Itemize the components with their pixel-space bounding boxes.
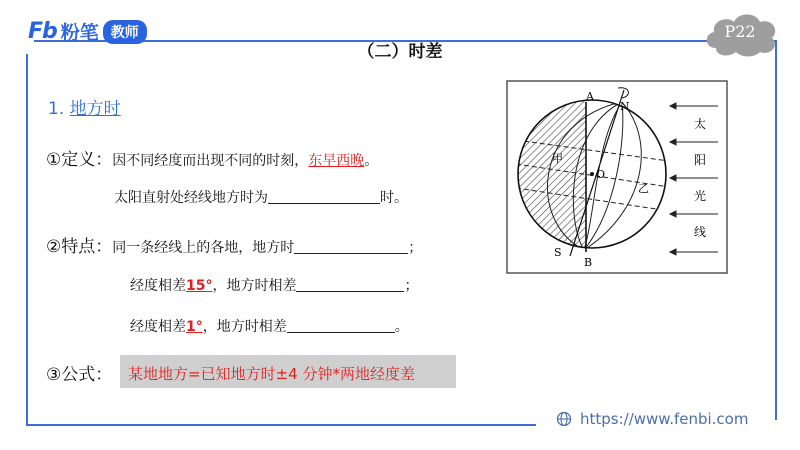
feature-line2-end: ； (404, 278, 419, 294)
sunlight-char-3: 光 (693, 189, 707, 203)
globe-icon (556, 411, 572, 427)
brand-mark: Fb (28, 19, 57, 44)
feature-line3-value: 1° (186, 319, 203, 335)
definition-row (46, 145, 378, 170)
label-s: S (554, 246, 562, 259)
frame-right-line (775, 40, 777, 420)
feature-row-1 (46, 232, 422, 257)
feature-line2-value: 15° (186, 278, 213, 294)
feature-marker: ②特点： (46, 237, 113, 257)
feature-line3-blank[interactable] (287, 318, 395, 333)
sun-line-row (114, 187, 408, 207)
section-title: 地方时 (69, 99, 121, 119)
feature-row-2 (130, 275, 418, 295)
section-heading (48, 94, 121, 119)
feature-line3-before: 经度相差 (130, 319, 186, 335)
feature-line2-blank[interactable] (296, 277, 404, 292)
definition-end: 。 (364, 153, 379, 169)
feature-line2-before: 经度相差 (130, 278, 186, 294)
label-n: N (620, 100, 630, 113)
footer-url-text: https://www.fenbi.com (580, 410, 749, 428)
formula-text: 某地地方=已知地方时±4 分钟*两地经度差 (128, 365, 415, 383)
sun-line-after: 时。 (380, 190, 408, 206)
feature-line3-middle: ，地方时相差 (202, 319, 287, 335)
definition-marker: ①定义： (46, 150, 113, 170)
sunlight-char-4: 线 (693, 225, 707, 239)
label-yi: 乙 (638, 182, 649, 195)
footer-url[interactable] (556, 410, 748, 428)
feature-line3-end: 。 (394, 319, 409, 335)
brand-badge: 教师 (103, 20, 147, 44)
page-number: P22 (724, 22, 756, 41)
label-b: B (584, 256, 593, 269)
sun-line-blank[interactable] (268, 189, 380, 204)
label-o: O (596, 168, 606, 181)
feature-row-3 (130, 316, 409, 336)
sunlight-char-2: 阳 (693, 153, 707, 167)
section-number: 1. (48, 99, 65, 119)
feature-line1-blank[interactable] (294, 239, 408, 254)
sun-line-before: 太阳直射处经线地方时为 (114, 190, 268, 206)
definition-text: 因不同经度而出现不同的时刻， (112, 153, 309, 169)
label-jia: 甲 (552, 152, 563, 165)
page-title: （二）时差 (357, 42, 443, 62)
formula-marker: ③公式： (46, 365, 113, 385)
feature-line1-end: ； (408, 240, 423, 256)
brand-name: 粉笔 (60, 22, 99, 44)
definition-answer: 东早西晚 (308, 153, 365, 169)
frame-left-line (26, 54, 28, 426)
label-a: A (586, 90, 594, 103)
sunlight-globe-diagram (506, 80, 728, 274)
feature-line1-text: 同一条经线上的各地，地方时 (112, 240, 295, 256)
feature-line2-middle: ，地方时相差 (212, 278, 297, 294)
frame-bottom-line (26, 424, 536, 426)
sunlight-char-1: 太 (693, 117, 707, 131)
